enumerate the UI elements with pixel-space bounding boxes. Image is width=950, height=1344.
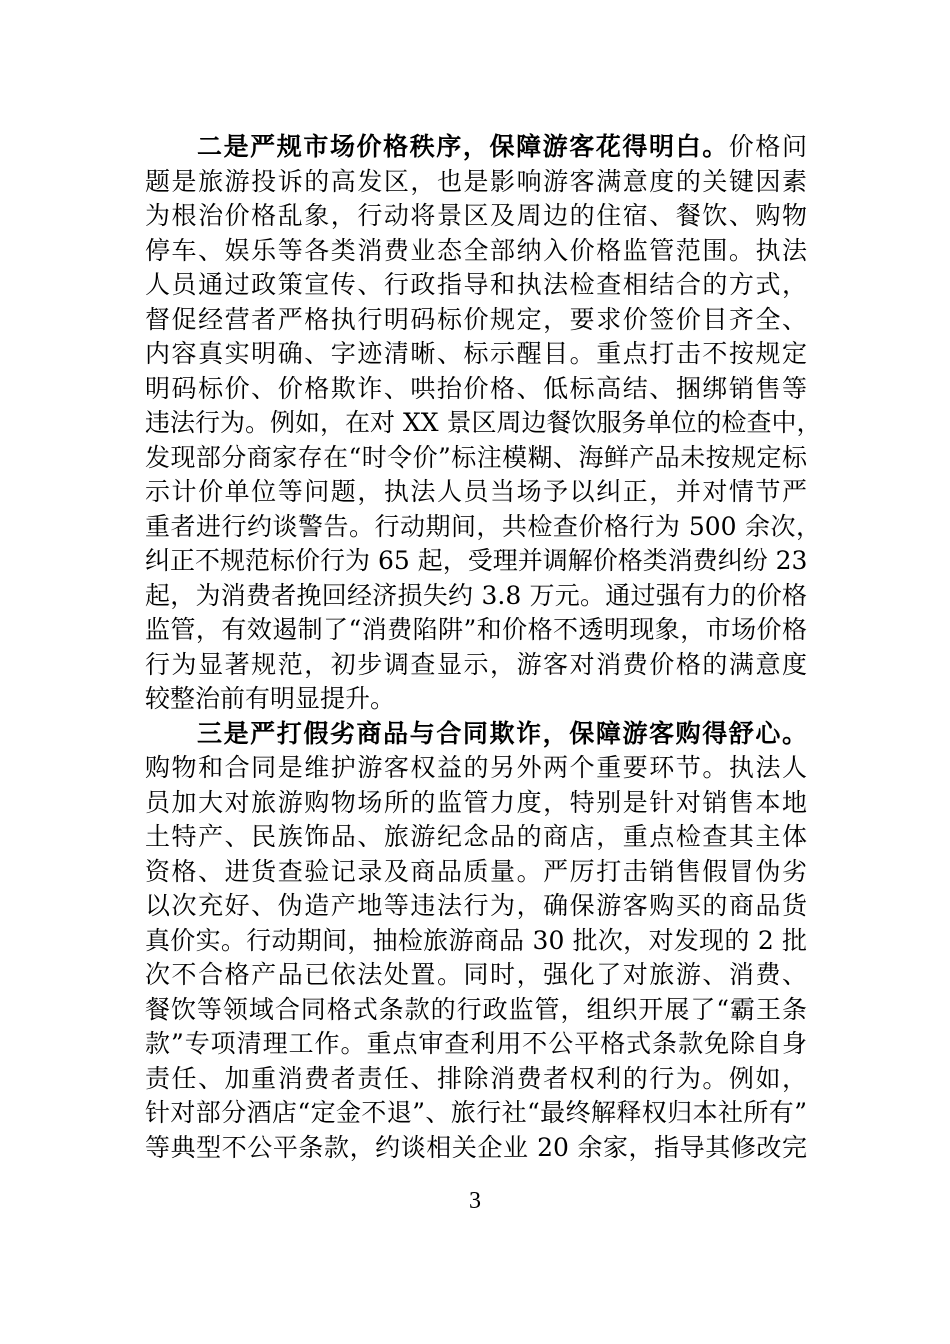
paragraph-first-line (145, 717, 807, 752)
text-line: 餐饮等领域合同格式条款的行政监管，组织开展了“霸王条 (145, 994, 807, 1024)
text-line: 停车、娱乐等各类消费业态全部纳入价格监管范围。执法 (145, 235, 807, 265)
text-line: 等典型不公平条款，约谈相关企业 20 余家，指导其修改完 (145, 1132, 807, 1162)
text-line: 购物和合同是维护游客权益的另外两个重要环节。执法人 (145, 753, 807, 782)
text-line: 督促经营者严格执行明码标价规定，要求价签价目齐全、 (145, 304, 807, 334)
text-line: 次不合格产品已依法处置。同时，强化了对旅游、消费、 (145, 960, 807, 989)
text-line: 土特产、民族饰品、旅游纪念品的商店，重点检查其主体 (145, 822, 807, 851)
text-line: 为根治价格乱象，行动将景区及周边的住宿、餐饮、购物 (145, 201, 807, 230)
text-line: 纠正不规范标价行为 65 起，受理并调解价格类消费纠纷 23 (145, 546, 808, 575)
text-line: 发现部分商家存在“时令价”标注模糊、海鲜产品未按规定标 (145, 442, 807, 472)
text-line: 以次充好、伪造产地等违法行为，确保游客购买的商品货 (145, 891, 807, 920)
text-line: 人员通过政策宣传、行政指导和执法检查相结合的方式， (145, 270, 807, 299)
document-body (145, 130, 822, 1165)
text-line: 重者进行约谈警告。行动期间，共检查价格行为 500 余次， (145, 511, 821, 541)
text-line: 针对部分酒店“定金不退”、旅行社“最终解释权归本社所有” (145, 1098, 807, 1127)
paragraph-first-line (145, 130, 807, 165)
text-line: 真价实。行动期间，抽检旅游商品 30 批次，对发现的 2 批 (145, 925, 807, 955)
paragraph (145, 717, 807, 1166)
paragraph-heading: 二是严规市场价格秩序，保障游客花得明白。 (197, 132, 729, 161)
text-line: 款”专项清理工作。重点审查利用不公平格式条款免除自身 (145, 1029, 807, 1058)
text-line: 较整治前有明显提升。 (145, 684, 396, 713)
text-line: 明码标价、价格欺诈、哄抬价格、低标高结、捆绑销售等 (145, 373, 807, 403)
text-line: 员加大对旅游购物场所的监管力度，特别是针对销售本地 (145, 787, 807, 817)
text-line: 题是旅游投诉的高发区，也是影响游客满意度的关键因素 (145, 166, 807, 196)
text-line: 内容真实明确、字迹清晰、标示醒目。重点打击不按规定 (145, 339, 807, 368)
text-line: 监管，有效遏制了“消费陷阱”和价格不透明现象，市场价格 (145, 615, 807, 644)
text-line: 资格、进货查验记录及商品质量。严厉打击销售假冒伪劣 (145, 856, 807, 886)
text-line: 违法行为。例如，在对 XX 景区周边餐饮服务单位的检查中， (145, 408, 822, 437)
paragraph (145, 130, 822, 717)
line-text: 价格问 (728, 132, 807, 161)
text-line: 责任、加重消费者责任、排除消费者权利的行为。例如， (145, 1063, 807, 1093)
text-line: 行为显著规范，初步调查显示，游客对消费价格的满意度 (145, 649, 807, 679)
paragraph-heading: 三是严打假劣商品与合同欺诈，保障游客购得舒心。 (197, 718, 807, 748)
text-line: 示计价单位等问题，执法人员当场予以纠正，并对情节严 (145, 477, 807, 506)
text-line: 起，为消费者挽回经济损失约 3.8 万元。通过强有力的价格 (145, 580, 807, 610)
page-number: 3 (469, 1188, 481, 1214)
